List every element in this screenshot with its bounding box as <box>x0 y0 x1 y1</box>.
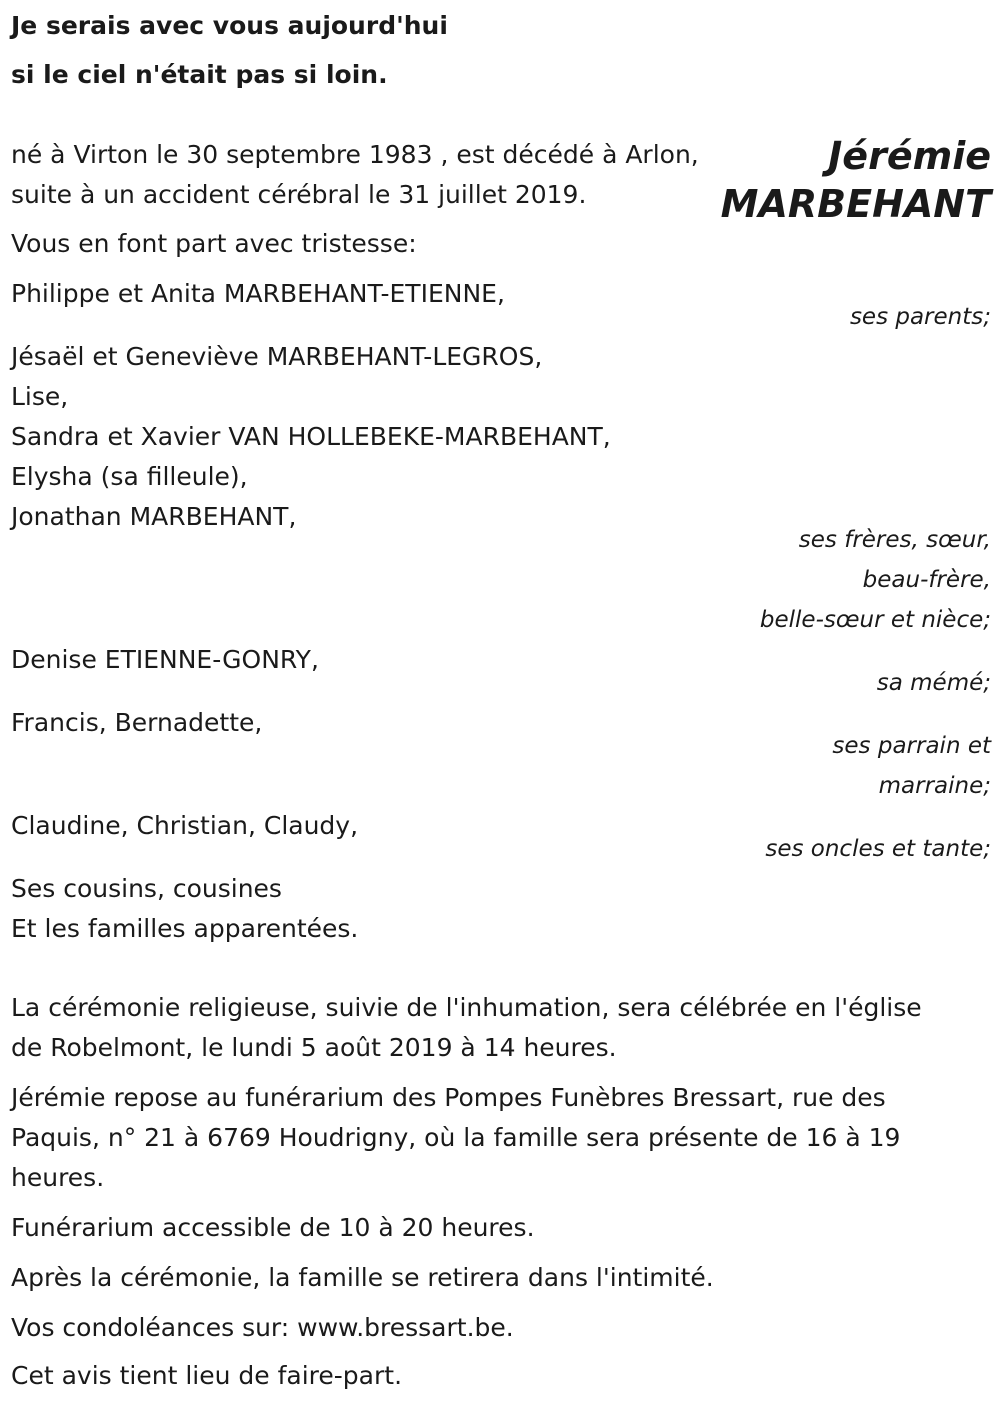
deceased-last-name: MARBEHANT <box>720 182 991 226</box>
uncles-relation: ses oncles et tante; <box>765 836 991 862</box>
grandmother-relation: sa mémé; <box>876 670 991 696</box>
others-line: Ses cousins, cousines <box>11 874 282 903</box>
intro-line-1: né à Virton le 30 septembre 1983 , est décédé à Arlon, <box>11 140 699 169</box>
ceremony-line-1: La cérémonie religieuse, suivie de l'inhumation, sera célébrée en l'église <box>11 993 922 1022</box>
others-line: Et les familles apparentées. <box>11 914 359 943</box>
funerarium-line-3: heures. <box>11 1163 105 1192</box>
sibling-line: Sandra et Xavier VAN HOLLEBEKE-MARBEHANT, <box>11 422 611 451</box>
deceased-first-name: Jérémie <box>828 134 991 178</box>
epigraph-line-1: Je serais avec vous aujourd'hui <box>11 11 448 40</box>
closing-text: Cet avis tient lieu de faire-part. <box>11 1361 403 1390</box>
godparents-names: Francis, Bernadette, <box>11 708 263 737</box>
epigraph-line-2: si le ciel n'était pas si loin. <box>11 60 388 89</box>
uncles-names: Claudine, Christian, Claudy, <box>11 811 359 840</box>
parents-relation: ses parents; <box>849 304 991 330</box>
sibling-line: Jonathan MARBEHANT, <box>11 502 297 531</box>
condolences-text: Vos condoléances sur: www.bressart.be. <box>11 1313 514 1342</box>
grandmother-name: Denise ETIENNE-GONRY, <box>11 645 319 674</box>
after-ceremony: Après la cérémonie, la famille se retirera dans l'intimité. <box>11 1263 714 1292</box>
siblings-relation-line: beau-frère, <box>862 567 991 593</box>
access-hours: Funérarium accessible de 10 à 20 heures. <box>11 1213 535 1242</box>
godparents-relation-line: marraine; <box>878 773 991 799</box>
intro-line-2: suite à un accident cérébral le 31 juillet 2019. <box>11 180 587 209</box>
funerarium-line-2: Paquis, n° 21 à 6769 Houdrigny, où la famille sera présente de 16 à 19 <box>11 1123 901 1152</box>
sibling-line: Elysha (sa filleule), <box>11 462 248 491</box>
siblings-relation-line: ses frères, sœur, <box>798 527 991 553</box>
funerarium-line-1: Jérémie repose au funérarium des Pompes Funèbres Bressart, rue des <box>11 1083 886 1112</box>
sibling-line: Jésaël et Geneviève MARBEHANT-LEGROS, <box>11 342 543 371</box>
sibling-line: Lise, <box>11 382 69 411</box>
ceremony-line-2: de Robelmont, le lundi 5 août 2019 à 14 heures. <box>11 1033 617 1062</box>
siblings-relation-line: belle-sœur et nièce; <box>759 607 991 633</box>
parents-names: Philippe et Anita MARBEHANT-ETIENNE, <box>11 279 505 308</box>
godparents-relation-line: ses parrain et <box>832 733 991 759</box>
announce-text: Vous en font part avec tristesse: <box>11 229 417 258</box>
